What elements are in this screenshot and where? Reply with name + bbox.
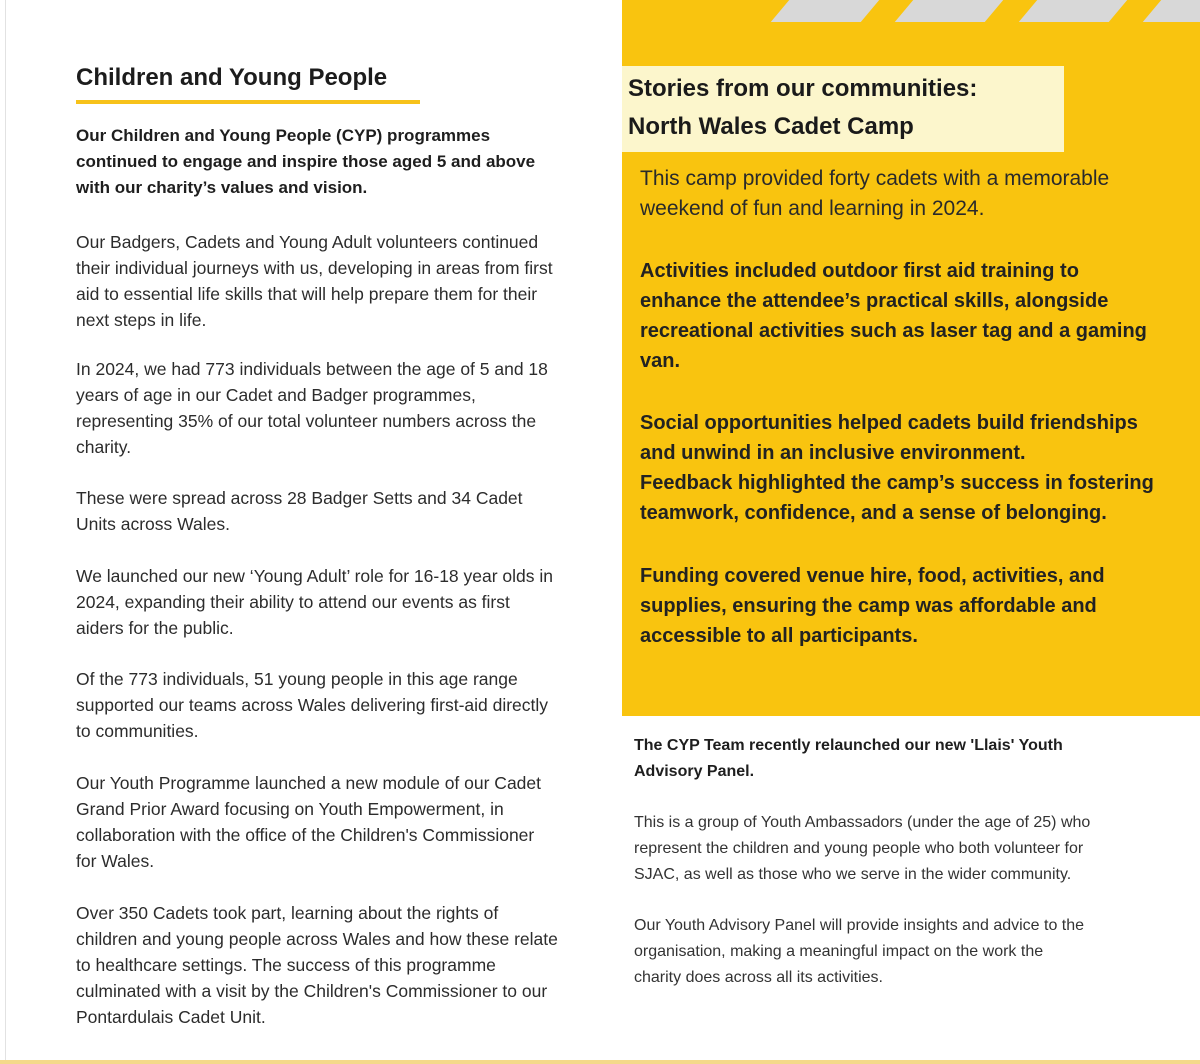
activities-paragraph (640, 256, 1200, 376)
page-edge-rule (5, 0, 6, 1064)
camp-intro-paragraph (640, 164, 1185, 224)
text-line: Stories from our communities: (628, 75, 978, 102)
text-line: next steps in life. (76, 310, 207, 330)
text-line: Our Children and Young People (CYP) programmes (76, 126, 491, 145)
text-line: enhance the attendee’s practical skills, alongside (640, 290, 1109, 312)
text-line: Over 350 Cadets took part, learning about the rights of (76, 903, 499, 923)
first-aiders-paragraph (76, 666, 616, 744)
stories-title (628, 70, 1058, 146)
text-line: their individual journeys with us, developing in areas from first (76, 258, 553, 278)
text-line: teamwork, confidence, and a sense of belonging. (640, 502, 1107, 524)
section-heading: Children and Young People (76, 64, 388, 91)
text-line: accessible to all participants. (640, 625, 918, 647)
text-line: Our Youth Programme launched a new module of our Cadet (76, 773, 542, 793)
ambassadors-paragraph (634, 810, 1179, 888)
text-line: weekend of fun and learning in 2024. (640, 197, 985, 220)
text-line: aid to essential life skills that will help prepare them for their (76, 284, 538, 304)
volunteers-paragraph (76, 229, 616, 333)
text-line: represent the children and young people who both volunteer for (634, 840, 1084, 857)
text-line: The CYP Team recently relaunched our new 'Llais' Youth (634, 737, 1063, 754)
text-line: Of the 773 individuals, 51 young people in this age range (76, 669, 518, 689)
youth-programme-paragraph (76, 770, 616, 874)
text-line: This is a group of Youth Ambassadors (under the age of 25) who (634, 814, 1091, 831)
text-line: supported our teams across Wales delivering first-aid directly (76, 695, 549, 715)
text-line: charity. (76, 437, 132, 457)
text-line: Feedback highlighted the camp’s success in fostering (640, 472, 1154, 494)
text-line: This camp provided forty cadets with a memorable (640, 167, 1110, 190)
heading-underline (76, 100, 420, 104)
text-line: Grand Prior Award focusing on Youth Empowerment, in (76, 799, 504, 819)
text-line: supplies, ensuring the camp was affordable and (640, 595, 1097, 617)
text-line: These were spread across 28 Badger Setts and 34 Cadet (76, 488, 523, 508)
setts-paragraph (76, 485, 616, 537)
text-line: aiders for the public. (76, 618, 234, 638)
text-line: and unwind in an inclusive environment. (640, 442, 1026, 464)
text-line: Funding covered venue hire, food, activities, and (640, 565, 1105, 587)
text-line: We launched our new ‘Young Adult’ role for 16-18 year olds in (76, 566, 554, 586)
text-line: children and young people across Wales and how these relate (76, 929, 558, 949)
text-line: collaboration with the office of the Children's Commissioner (76, 825, 535, 845)
numbers-paragraph (76, 356, 616, 460)
text-line: Advisory Panel. (634, 763, 755, 780)
text-line: to communities. (76, 721, 199, 741)
chevron-decoration (1019, 0, 1127, 22)
text-line: Social opportunities helped cadets build friendships (640, 412, 1138, 434)
text-line: recreational activities such as laser tag and a gaming (640, 320, 1147, 342)
cyp-lead-paragraph (76, 123, 596, 201)
text-line: SJAC, as well as those who we serve in the wider community. (634, 866, 1072, 883)
text-line: Our Badgers, Cadets and Young Adult volunteers continued (76, 232, 539, 252)
text-line: for Wales. (76, 851, 155, 871)
cadets-rights-paragraph (76, 900, 616, 1030)
text-line: North Wales Cadet Camp (628, 113, 914, 140)
text-line: Pontardulais Cadet Unit. (76, 1007, 266, 1027)
funding-paragraph (640, 561, 1200, 651)
text-line: 2024, expanding their ability to attend our events as first (76, 592, 510, 612)
social-paragraph (640, 408, 1200, 528)
text-line: Units across Wales. (76, 514, 230, 534)
chevron-decoration (895, 0, 1003, 22)
text-line: to healthcare settings. The success of this programme (76, 955, 496, 975)
text-line: culminated with a visit by the Children's Commissioner to our (76, 981, 548, 1001)
text-line: years of age in our Cadet and Badger programmes, (76, 385, 476, 405)
text-line: organisation, making a meaningful impact on the work the (634, 943, 1044, 960)
text-line: continued to engage and inspire those aged 5 and above (76, 152, 536, 171)
page-bottom-rule (0, 1060, 1200, 1064)
text-line: representing 35% of our total volunteer numbers across the (76, 411, 537, 431)
text-line: van. (640, 350, 681, 372)
chevron-decoration (771, 0, 879, 22)
text-line: charity does across all its activities. (634, 969, 883, 986)
advisory-panel-paragraph (634, 913, 1179, 991)
young-adult-paragraph (76, 563, 616, 641)
text-line: Activities included outdoor first aid training to (640, 260, 1079, 282)
text-line: with our charity’s values and vision. (76, 178, 368, 197)
text-line: Our Youth Advisory Panel will provide insights and advice to the (634, 917, 1085, 934)
chevron-decoration (1143, 0, 1200, 22)
llais-panel-lead (634, 733, 1154, 785)
text-line: In 2024, we had 773 individuals between the age of 5 and 18 (76, 359, 548, 379)
